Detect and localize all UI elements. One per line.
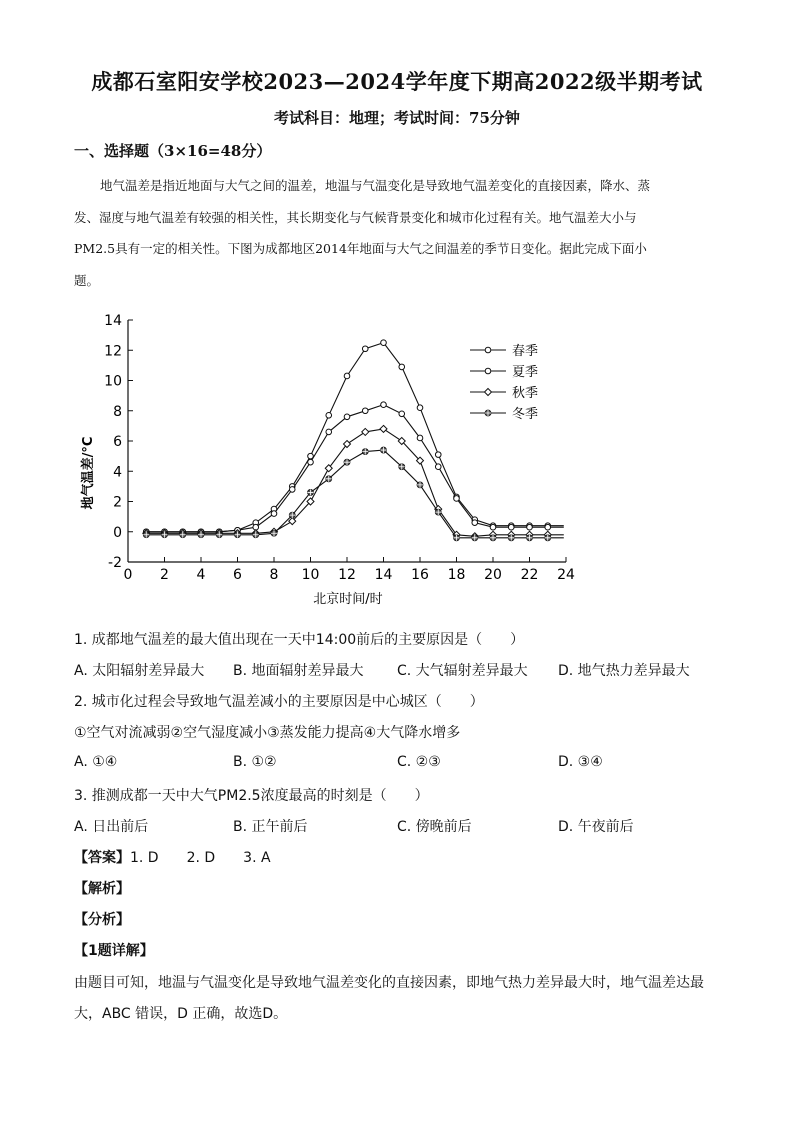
data-point (235, 532, 241, 538)
data-point (417, 435, 423, 441)
x-axis-label: 北京时间/时 (313, 592, 383, 607)
legend-label: 春季 (512, 344, 539, 359)
answer-label: 【答案】 (74, 850, 130, 866)
x-tick-label: 0 (123, 567, 133, 583)
passage (74, 170, 722, 296)
data-point (490, 524, 496, 530)
legend-label: 夏季 (512, 365, 539, 380)
exam-title: 成都石室阳安学校2023—2024学年度下期高2022级半期考试 (91, 69, 703, 94)
chart-axes (104, 313, 575, 583)
x-tick-label: 16 (411, 567, 429, 583)
temperature-difference-chart (70, 305, 590, 615)
data-point (399, 464, 405, 470)
chart-series (143, 340, 564, 541)
series-1 (143, 402, 563, 535)
data-point (417, 405, 423, 411)
data-point (381, 402, 387, 408)
passage-line: 地气温差是指近地面与大气之间的温差，地温与气温变化是导致地气温差变化的直接因素，降水、蒸 (100, 178, 651, 193)
x-tick-label: 22 (520, 567, 539, 583)
series-line (146, 405, 564, 532)
data-point (527, 535, 533, 541)
question-1-stem: 1. 成都地气温差的最大值出现在一天中14:00前后的主要原因是（ ） (74, 632, 525, 648)
x-tick-label: 2 (160, 567, 169, 583)
x-tick-label: 14 (374, 567, 393, 583)
data-point (162, 532, 168, 538)
fenxi-heading: 【分析】 (74, 912, 130, 928)
data-point (545, 535, 551, 541)
data-point (399, 411, 405, 417)
y-tick-label: 8 (113, 403, 122, 420)
q1-option-d[interactable]: D. 地气热力差异最大 (558, 663, 690, 679)
x-tick-label: 12 (338, 567, 356, 583)
data-point (485, 347, 491, 353)
legend-label: 冬季 (512, 407, 539, 422)
data-point (253, 532, 259, 538)
data-point (399, 364, 405, 370)
answer-text: 1. D 2. D 3. A (130, 850, 271, 866)
data-point (362, 428, 369, 435)
data-point (454, 496, 460, 502)
data-point (143, 532, 149, 538)
data-point (417, 482, 423, 488)
q3-option-c[interactable]: C. 傍晚前后 (397, 819, 472, 835)
data-point (485, 368, 491, 374)
y-tick-label: 4 (113, 464, 122, 481)
data-point (198, 532, 204, 538)
detail-heading: 【1题详解】 (74, 943, 154, 959)
data-point (508, 524, 514, 530)
answer-line (74, 847, 271, 867)
data-point (381, 447, 387, 453)
data-point (545, 524, 551, 530)
data-point (289, 512, 295, 518)
data-point (344, 459, 350, 465)
q3-option-a[interactable]: A. 日出前后 (74, 819, 149, 835)
data-point (435, 452, 441, 458)
q1-option-b[interactable]: B. 地面辐射差异最大 (233, 663, 364, 679)
data-point (485, 410, 491, 416)
legend-label: 秋季 (512, 386, 539, 401)
data-point (485, 389, 492, 396)
x-tick-label: 6 (233, 567, 242, 583)
x-tick-label: 18 (447, 567, 466, 583)
data-point (180, 532, 186, 538)
data-point (435, 464, 441, 470)
question-2-statements: ①空气对流减弱②空气湿度减小③蒸发能力提高④大气降水增多 (74, 725, 461, 741)
q2-option-a[interactable]: A. ①④ (74, 754, 118, 770)
data-point (472, 520, 478, 526)
y-tick-label: 14 (104, 313, 122, 329)
x-tick-label: 4 (196, 567, 206, 583)
q1-option-a[interactable]: A. 太阳辐射差异最大 (74, 663, 205, 679)
series-0 (143, 340, 563, 535)
data-point (216, 532, 222, 538)
question-2-stem: 2. 城市化过程会导致地气温差减小的主要原因是中心城区（ ） (74, 694, 484, 710)
data-point (344, 414, 350, 420)
series-line (146, 429, 564, 536)
data-point (381, 340, 387, 346)
data-point (308, 459, 314, 465)
passage-line: 题。 (74, 272, 100, 288)
data-point (362, 449, 368, 455)
legend-item (470, 365, 538, 380)
x-tick-label: 10 (301, 567, 320, 583)
y-tick-label: 0 (113, 524, 122, 541)
detail-line: 大，ABC 错误，D 正确，故选D。 (74, 1006, 288, 1022)
q1-option-c[interactable]: C. 大气辐射差异最大 (397, 663, 528, 679)
data-point (271, 511, 277, 517)
data-point (326, 476, 332, 482)
data-point (344, 373, 350, 379)
legend-item (470, 385, 538, 401)
data-point (454, 535, 460, 541)
x-tick-label: 20 (484, 567, 502, 583)
data-point (271, 530, 277, 536)
data-point (326, 412, 332, 418)
question-3-stem: 3. 推测成都一天中大气PM2.5浓度最高的时刻是（ ） (74, 788, 429, 804)
y-tick-label: 10 (104, 373, 122, 390)
y-tick-label: -2 (108, 555, 122, 571)
data-point (472, 535, 478, 541)
data-point (490, 535, 496, 541)
data-point (435, 509, 441, 515)
detail-line: 由题目可知，地温与气温变化是导致地气温差变化的直接因素，即地气热力差异最大时，地气温差达最 (74, 975, 704, 991)
x-tick-label: 24 (557, 567, 575, 583)
data-point (362, 408, 368, 414)
series-2 (143, 425, 564, 539)
q2-option-c[interactable]: C. ②③ (397, 754, 441, 770)
data-point (362, 346, 368, 352)
data-point (508, 535, 514, 541)
data-point (308, 489, 314, 495)
section-heading: 一、选择题（3×16=48分） (74, 142, 272, 160)
data-point (527, 524, 533, 530)
data-point (380, 425, 387, 432)
exam-subtitle: 考试科目：地理；考试时间：75分钟 (274, 109, 520, 127)
analysis-heading: 【解析】 (74, 881, 130, 897)
passage-line: 发、湿度与地气温差有较强的相关性，其长期变化与气候背景变化和城市化过程有关。地气温差大小与 (74, 209, 637, 225)
y-tick-label: 6 (113, 434, 122, 450)
y-axis-label: 地气温差/°C (81, 436, 96, 510)
y-tick-label: 12 (104, 343, 122, 360)
chart-legend (470, 344, 538, 422)
q2-option-d[interactable]: D. ③④ (558, 754, 603, 770)
q2-option-b[interactable]: B. ①② (233, 754, 277, 770)
q3-option-b[interactable]: B. 正午前后 (233, 819, 308, 835)
q3-option-d[interactable]: D. 午夜前后 (558, 819, 634, 835)
series-line (146, 450, 564, 538)
legend-item (470, 407, 538, 422)
passage-line: PM2.5具有一定的相关性。下图为成都地区2014年地面与大气之间温差的季节日变化。据此完成下面小 (74, 241, 647, 256)
x-tick-label: 8 (269, 567, 279, 583)
legend-item (470, 344, 538, 359)
data-point (326, 429, 332, 435)
y-tick-label: 2 (113, 494, 122, 511)
data-point (289, 487, 295, 493)
